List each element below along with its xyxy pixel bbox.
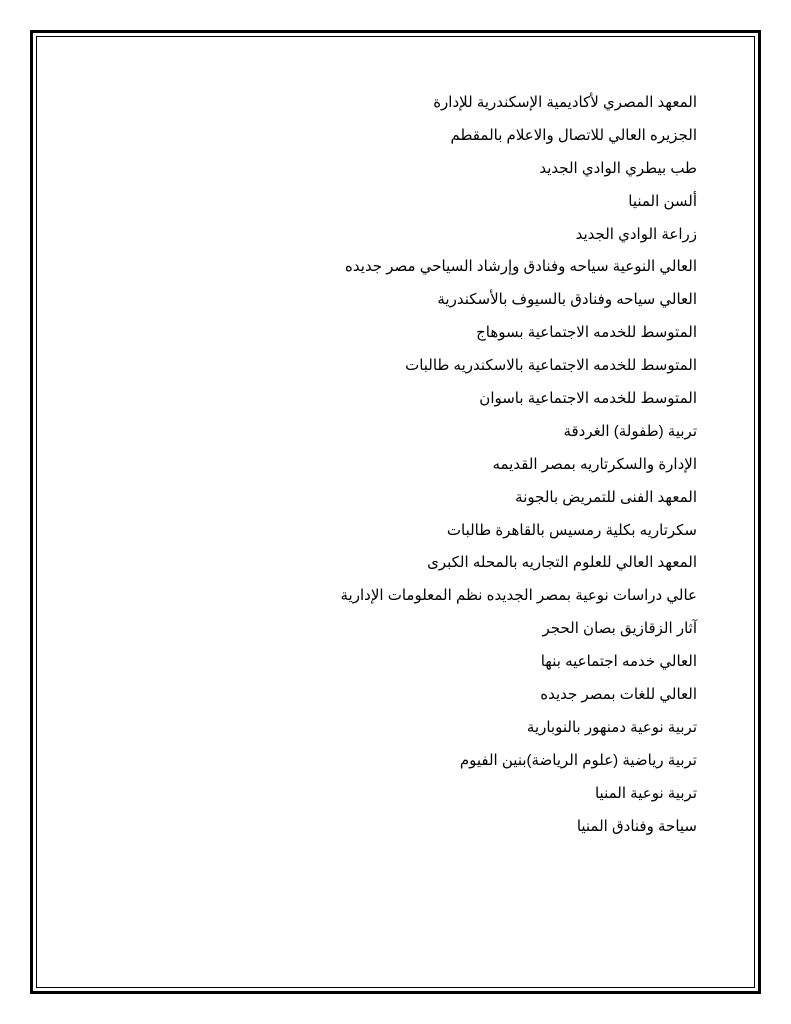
list-item: العالي خدمه اجتماعيه بنها [540, 653, 697, 671]
list-item: تربية رياضية (علوم الرياضة)بنين الفيوم [459, 751, 697, 769]
list-item: ألسن المنيا [628, 192, 697, 210]
list-item: العالي النوعية سياحه وفنادق وإرشاد السياحي مصر جديده [345, 258, 697, 276]
list-item: الجزيره العالي للاتصال والاعلام بالمقطم [450, 126, 697, 144]
list-item: المعهد الفنى للتمريض بالجونة [515, 488, 697, 506]
list-item: المتوسط للخدمه الاجتماعية بالاسكندريه طالبات [405, 357, 697, 375]
list-item: تربية نوعية دمنهور بالنوبارية [526, 718, 697, 736]
list-item: المعهد المصري لأكاديمية الإسكندرية للإدارة [433, 94, 697, 111]
list-item: العالي سياحه وفنادق بالسيوف بالأسكندرية [437, 291, 697, 309]
list-item: آثار الزقازيق بصان الحجر [542, 620, 697, 638]
list-item: المعهد العالي للعلوم التجاريه بالمحله الكبرى [427, 554, 697, 572]
list-item: سياحة وفنادق المنيا [576, 817, 697, 835]
list-item: الإدارة والسكرتاريه بمصر القديمه [492, 455, 697, 473]
list-item: العالي للغات بمصر جديده [540, 686, 697, 704]
list-item: تربية (طفولة) الغردقة [563, 422, 697, 440]
list-item: عالي دراسات نوعية بمصر الجديده نظم المعلومات الإدارية [340, 587, 697, 605]
institute-list [97, 90, 697, 846]
list-item: المتوسط للخدمه الاجتماعية باسوان [479, 390, 697, 408]
list-item: طب بيطري الوادي الجديد [539, 159, 697, 177]
list-item: زراعة الوادي الجديد [575, 225, 697, 243]
list-item: تربية نوعية المنيا [594, 784, 697, 802]
list-item: المتوسط للخدمه الاجتماعية بسوهاج [476, 324, 697, 342]
list-item: سكرتاريه بكلية رمسيس بالقاهرة طالبات [446, 521, 697, 539]
